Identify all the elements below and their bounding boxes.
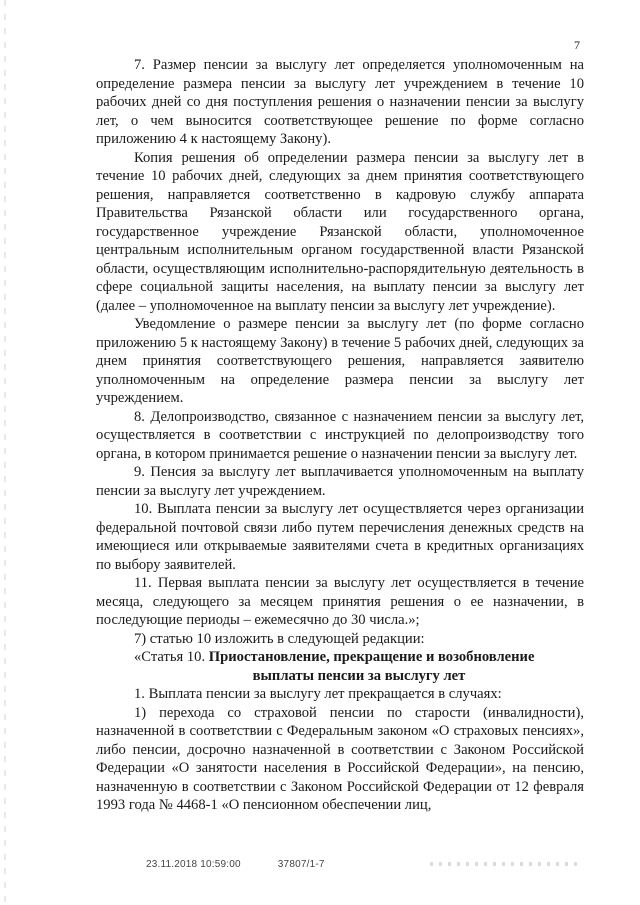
paragraph-9: 9. Пенсия за выслугу лет выплачивается уполномоченным на выплату пенсии за выслугу лет учреждением.: [96, 464, 584, 499]
paragraph-8: 8. Делопроизводство, связанное с назначением пенсии за выслугу лет, осуществляется в соответствии с инструкцией по делопроизводству того органа, в котором принимается решение о назначении пенсии за выслугу лет.: [96, 408, 584, 462]
paragraph-copy-decision: Копия решения об определении размера пенсии за выслугу лет в течение 10 рабочих дней, следующих за днем принятия соответствующего решения, направляется соответственно в кадровую службу аппарата Правительства Рязанской области или государственного органа, государственное учреждение Рязанской области, уполномоченное центральным исполнительным органом государственной власти Рязанской области, осуществляющим исполнительно-распорядительную деятельность в сфере социальной защиты населения, на выплату пенсии за выслугу лет (далее – уполномоченное на выплату пенсии за выслугу лет учреждение).: [96, 149, 584, 314]
article-heading: [96, 648, 584, 685]
paragraph-amendment-7: 7) статью 10 изложить в следующей редакции:: [134, 630, 425, 647]
paragraph-article-1: 1. Выплата пенсии за выслугу лет прекращается в случаях:: [134, 686, 502, 702]
footer-doc-id: 37807/1-7: [277, 859, 325, 870]
scan-edge-artifact: [4, 0, 6, 905]
page-number: 7: [574, 38, 580, 52]
paragraph-notification: Уведомление о размере пенсии за выслугу лет (по форме согласно приложению 5 к настоящему Закону) в течение 5 рабочих дней, следующих за днем принятия соответствующего решения, направляется заявителю уполномоченным на определение размера пенсии за выслугу лет учреждением.: [96, 316, 584, 406]
document-body: [96, 56, 584, 815]
scan-noise-artifact: [430, 862, 580, 866]
footer-timestamp: 23.11.2018 10:59:00: [146, 859, 241, 870]
article-number: «Статья 10.: [134, 649, 206, 665]
paragraph-7: 7. Размер пенсии за выслугу лет определяется уполномоченным на определение размера пенсии за выслугу лет учреждением в течение 10 рабочих дней со дня поступления решения о назначении пенсии за выслугу лет, о чем выносится соответствующее решение по форме согласно приложению 4 к настоящему Закону).: [96, 57, 584, 147]
paragraph-article-1-1: 1) перехода со страховой пенсии по старости (инвалидности), назначенной в соответствии с Федеральным законом «О страховых пенсиях», либо пенсии, досрочно назначенной в соответствии с Законом Российской Федерации «О занятости населения в Российской Федерации», на пенсию, назначенную в соответствии с Законом Российской Федерации от 12 февраля 1993 года № 4468-1 «О пенсионном обеспечении лиц,: [96, 704, 584, 813]
footer-stamp: [146, 859, 359, 870]
paragraph-10: 10. Выплата пенсии за выслугу лет осуществляется через организации федеральной почтовой связи либо путем перечисления денежных средств на имеющиеся или открываемые заявителями счета в кредитных организациях по выбору заявителей.: [96, 501, 584, 573]
article-title-line2: выплаты пенсии за выслугу лет: [252, 667, 466, 684]
article-title-line1: Приостановление, прекращение и возобновление: [208, 649, 535, 665]
paragraph-11: 11. Первая выплата пенсии за выслугу лет осуществляется в течение месяца, следующего за месяцем принятия решения о ее назначении, в последующие периоды – ежемесячно до 30 числа.»;: [96, 575, 584, 628]
